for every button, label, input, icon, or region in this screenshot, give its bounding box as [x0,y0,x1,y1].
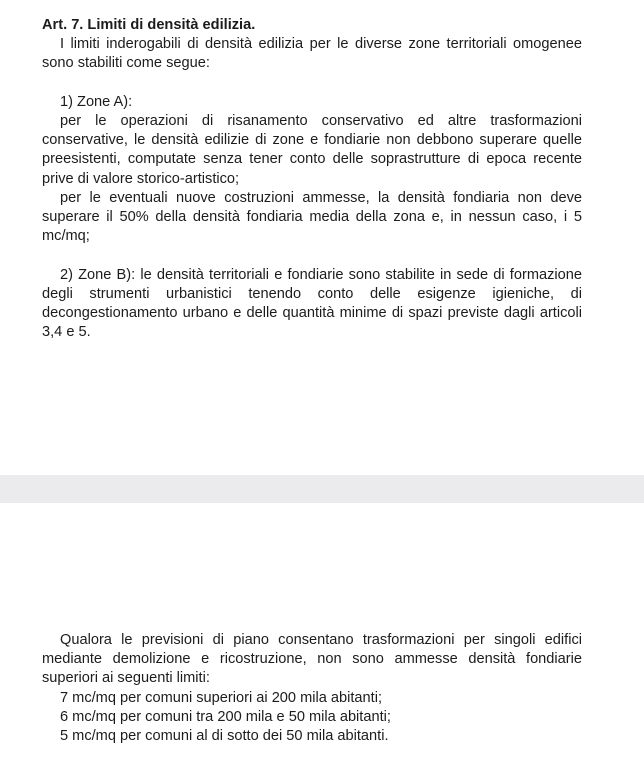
intro-paragraph: I limiti inderogabili di densità edilizia per le diverse zone territoriali omogenee sono stabiliti come segue: [42,36,582,72]
zone-b-paragraph: 2) Zone B): le densità territoriali e fondiarie sono stabilite in sede di formazione degli strumenti urbanistici tenendo conto delle esigenze igieniche, di decongestionamento urbano e delle quantità minime di spazi previste dagli articoli 3,4 e 5. [42,266,582,341]
page-2-text [42,631,582,746]
limit-item: 7 mc/mq per comuni superiori ai 200 mila abitanti; [60,689,383,706]
demolition-paragraph: Qualora le previsioni di piano consentano trasformazioni per singoli edifici mediante demolizione e ricostruzione, non sono ammesse densità fondiarie superiori ai seguenti limiti: [42,632,582,687]
document-page-2 [0,503,644,768]
limit-item: 5 mc/mq per comuni al di sotto dei 50 mila abitanti. [60,728,389,745]
zone-a-paragraph-1: per le operazioni di risanamento conservativo ed altre trasformazioni conservative, le densità edilizie di zone e fondiarie non debbono superare quelle preesistenti, computate senza tener conto delle soprastrutture di epoca recente prive di valore storico-artistico; [42,113,582,187]
limit-item: 6 mc/mq per comuni tra 200 mila e 50 mila abitanti; [60,708,391,725]
zone-a-label: 1) Zone A): [60,93,133,110]
page-separator [0,475,644,503]
page-1-text [42,16,582,342]
zone-a-paragraph-2: per le eventuali nuove costruzioni ammesse, la densità fondiaria non deve superare il 50% della densità fondiaria media della zona e, in nessun caso, i 5 mc/mq; [42,189,582,245]
article-heading: Art. 7. Limiti di densità edilizia. [42,17,256,33]
